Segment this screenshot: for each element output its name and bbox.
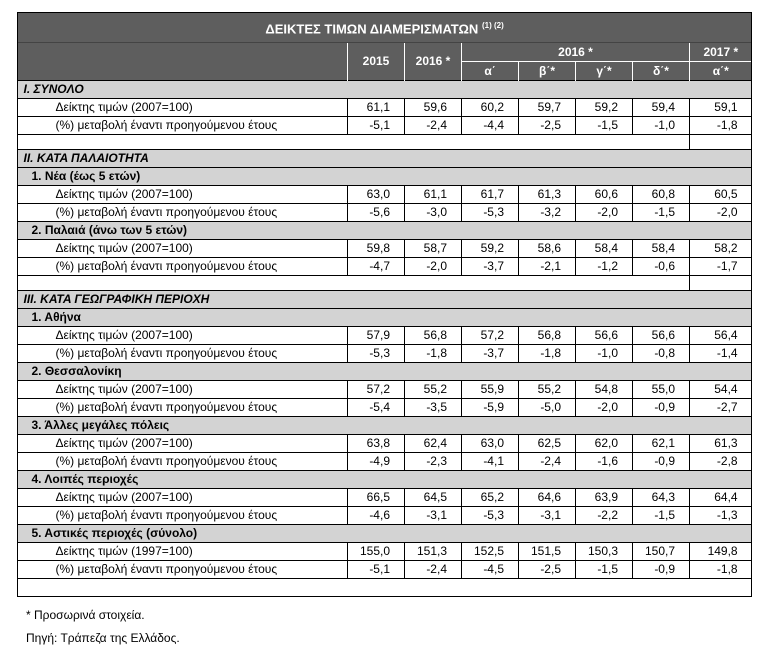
value-cell: -1,8 (690, 561, 752, 579)
value-cell: 58,4 (576, 240, 633, 258)
table-row (18, 258, 752, 276)
value-cell: -4,6 (348, 507, 405, 525)
subsection-header-row (18, 309, 752, 327)
value-cell: 56,8 (519, 327, 576, 345)
value-cell: 64,5 (405, 489, 462, 507)
value-cell: 57,9 (348, 327, 405, 345)
value-cell: -2,5 (519, 561, 576, 579)
header-q2-2016: β΄* (519, 62, 576, 81)
value-cell: -2,8 (690, 453, 752, 471)
spacer-cell (690, 276, 752, 291)
value-cell: 62,1 (633, 435, 690, 453)
header-2015: 2015 (348, 43, 405, 81)
value-cell: -4,1 (462, 453, 519, 471)
table-row (18, 381, 752, 399)
subsection-title: 5. Αστικές περιοχές (σύνολο) (18, 525, 752, 543)
table-row (18, 204, 752, 222)
row-label: Δείκτης τιμών (2007=100) (18, 186, 348, 204)
value-cell: -2,7 (690, 399, 752, 417)
value-cell: -3,7 (462, 258, 519, 276)
value-cell: 60,8 (633, 186, 690, 204)
subsection-header-row (18, 168, 752, 186)
spacer-cell (18, 135, 348, 150)
value-cell: 55,9 (462, 381, 519, 399)
value-cell: -5,1 (348, 117, 405, 135)
value-cell: -2,4 (405, 117, 462, 135)
apartment-price-index-table (17, 12, 752, 579)
value-cell: -0,8 (633, 345, 690, 363)
value-cell: 62,5 (519, 435, 576, 453)
subsection-header-row (18, 222, 752, 240)
subsection-title: 4. Λοιπές περιοχές (18, 471, 752, 489)
value-cell: -1,3 (690, 507, 752, 525)
value-cell: 66,5 (348, 489, 405, 507)
spacer-cell (18, 276, 348, 291)
table-row (18, 435, 752, 453)
value-cell: -5,4 (348, 399, 405, 417)
value-cell: 65,2 (462, 489, 519, 507)
value-cell: -1,2 (576, 258, 633, 276)
spacer-cell (519, 135, 576, 150)
value-cell: 58,6 (519, 240, 576, 258)
value-cell: -5,3 (462, 204, 519, 222)
value-cell: -1,6 (576, 453, 633, 471)
value-cell: -4,9 (348, 453, 405, 471)
header-q1-2017: α΄* (690, 62, 752, 81)
value-cell: 55,2 (405, 381, 462, 399)
spacer-cell (576, 135, 633, 150)
value-cell: 59,2 (462, 240, 519, 258)
value-cell: -1,0 (633, 117, 690, 135)
value-cell: -1,8 (519, 345, 576, 363)
value-cell: -3,1 (405, 507, 462, 525)
table-row (18, 453, 752, 471)
value-cell: 59,2 (576, 99, 633, 117)
row-label: (%) μεταβολή έναντι προηγούμενου έτους (18, 117, 348, 135)
value-cell: -3,5 (405, 399, 462, 417)
table-title-footnote-ref: (1) (2) (481, 21, 504, 31)
table-row (18, 117, 752, 135)
row-label: (%) μεταβολή έναντι προηγούμενου έτους (18, 204, 348, 222)
price-index-table-container (17, 12, 751, 579)
value-cell: 62,0 (576, 435, 633, 453)
subsection-title: 1. Νέα (έως 5 ετών) (18, 168, 752, 186)
value-cell: -4,7 (348, 258, 405, 276)
row-label: Δείκτης τιμών (2007=100) (18, 99, 348, 117)
spacer-cell (462, 135, 519, 150)
table-row (18, 543, 752, 561)
value-cell: 63,9 (576, 489, 633, 507)
value-cell: -0,6 (633, 258, 690, 276)
spacer-cell (633, 135, 690, 150)
value-cell: 56,4 (690, 327, 752, 345)
value-cell: 56,8 (405, 327, 462, 345)
header-q4-2016: δ΄* (633, 62, 690, 81)
value-cell: 155,0 (348, 543, 405, 561)
value-cell: -5,1 (348, 561, 405, 579)
subsection-title: 1. Αθήνα (18, 309, 752, 327)
value-cell: 55,0 (633, 381, 690, 399)
value-cell: -2,0 (576, 399, 633, 417)
value-cell: -4,4 (462, 117, 519, 135)
value-cell: 56,6 (576, 327, 633, 345)
section-header-row (18, 81, 752, 99)
value-cell: -2,0 (690, 204, 752, 222)
subsection-header-row (18, 525, 752, 543)
section-title: Ι. ΣΥΝΟΛΟ (18, 81, 752, 99)
value-cell: -4,5 (462, 561, 519, 579)
subsection-header-row (18, 363, 752, 381)
spacer-cell (633, 276, 690, 291)
value-cell: -0,9 (633, 453, 690, 471)
value-cell: 60,6 (576, 186, 633, 204)
row-label: Δείκτης τιμών (1997=100) (18, 543, 348, 561)
value-cell: 61,1 (405, 186, 462, 204)
value-cell: 64,3 (633, 489, 690, 507)
value-cell: 62,4 (405, 435, 462, 453)
spacer-row (18, 135, 752, 150)
row-label: Δείκτης τιμών (2007=100) (18, 240, 348, 258)
value-cell: 150,3 (576, 543, 633, 561)
table-row (18, 399, 752, 417)
value-cell: 61,3 (519, 186, 576, 204)
value-cell: 64,6 (519, 489, 576, 507)
table-row (18, 186, 752, 204)
value-cell: 56,6 (633, 327, 690, 345)
value-cell: 58,7 (405, 240, 462, 258)
value-cell: 60,2 (462, 99, 519, 117)
value-cell: 63,0 (348, 186, 405, 204)
header-2017-group: 2017 * (690, 43, 752, 62)
header-2016: 2016 * (405, 43, 462, 81)
table-notes (26, 608, 180, 654)
row-label: (%) μεταβολή έναντι προηγούμενου έτους (18, 453, 348, 471)
value-cell: -2,4 (405, 561, 462, 579)
value-cell: -1,8 (690, 117, 752, 135)
header-2016-quarters-group: 2016 * (462, 43, 690, 62)
row-label: Δείκτης τιμών (2007=100) (18, 435, 348, 453)
source-note: Πηγή: Τράπεζα της Ελλάδος. (26, 631, 180, 645)
row-label: (%) μεταβολή έναντι προηγούμενου έτους (18, 507, 348, 525)
value-cell: 58,4 (633, 240, 690, 258)
table-row (18, 489, 752, 507)
spacer-cell (348, 135, 405, 150)
value-cell: -2,0 (405, 258, 462, 276)
value-cell: -3,7 (462, 345, 519, 363)
value-cell: -3,0 (405, 204, 462, 222)
table-row (18, 240, 752, 258)
value-cell: -5,3 (348, 345, 405, 363)
section-header-row (18, 150, 752, 168)
row-label: (%) μεταβολή έναντι προηγούμενου έτους (18, 345, 348, 363)
value-cell: -2,0 (576, 204, 633, 222)
value-cell: 152,5 (462, 543, 519, 561)
value-cell: 54,4 (690, 381, 752, 399)
header-q3-2016: γ΄* (576, 62, 633, 81)
value-cell: 59,6 (405, 99, 462, 117)
subsection-header-row (18, 471, 752, 489)
header-row-1 (18, 43, 752, 62)
value-cell: 59,1 (690, 99, 752, 117)
value-cell: -1,5 (576, 561, 633, 579)
value-cell: -2,4 (519, 453, 576, 471)
header-label-blank (18, 43, 348, 81)
row-label: Δείκτης τιμών (2007=100) (18, 489, 348, 507)
spacer-cell (405, 276, 462, 291)
spacer-cell (690, 135, 752, 150)
value-cell: -5,9 (462, 399, 519, 417)
value-cell: -1,8 (405, 345, 462, 363)
value-cell: 57,2 (348, 381, 405, 399)
provisional-note: * Προσωρινά στοιχεία. (26, 608, 145, 622)
spacer-cell (348, 276, 405, 291)
value-cell: 61,7 (462, 186, 519, 204)
row-label: Δείκτης τιμών (2007=100) (18, 327, 348, 345)
header-q1-2016: α΄ (462, 62, 519, 81)
value-cell: -3,1 (519, 507, 576, 525)
section-title: ΙΙ. ΚΑΤΑ ΠΑΛΑΙΟΤΗΤΑ (18, 150, 752, 168)
value-cell: -1,0 (576, 345, 633, 363)
value-cell: 59,8 (348, 240, 405, 258)
value-cell: 63,0 (462, 435, 519, 453)
row-label: (%) μεταβολή έναντι προηγούμενου έτους (18, 561, 348, 579)
row-label: (%) μεταβολή έναντι προηγούμενου έτους (18, 399, 348, 417)
spacer-row (18, 276, 752, 291)
value-cell: -2,2 (576, 507, 633, 525)
subsection-title: 2. Θεσσαλονίκη (18, 363, 752, 381)
value-cell: 64,4 (690, 489, 752, 507)
value-cell: 63,8 (348, 435, 405, 453)
row-label: Δείκτης τιμών (2007=100) (18, 381, 348, 399)
value-cell: -5,0 (519, 399, 576, 417)
table-title-row (18, 13, 752, 43)
value-cell: -2,1 (519, 258, 576, 276)
value-cell: -1,5 (633, 204, 690, 222)
value-cell: -5,6 (348, 204, 405, 222)
section-title: ΙΙΙ. ΚΑΤΑ ΓΕΩΓΡΑΦΙΚΗ ΠΕΡΙΟΧΗ (18, 291, 752, 309)
value-cell: 54,8 (576, 381, 633, 399)
value-cell: -2,5 (519, 117, 576, 135)
spacer-cell (576, 276, 633, 291)
value-cell: -2,3 (405, 453, 462, 471)
section-header-row (18, 291, 752, 309)
value-cell: 60,5 (690, 186, 752, 204)
value-cell: -1,7 (690, 258, 752, 276)
table-row (18, 345, 752, 363)
table-row (18, 99, 752, 117)
value-cell: -0,9 (633, 399, 690, 417)
subsection-title: 2. Παλαιά (άνω των 5 ετών) (18, 222, 752, 240)
subsection-header-row (18, 417, 752, 435)
spacer-cell (519, 276, 576, 291)
value-cell: -0,9 (633, 561, 690, 579)
value-cell: 151,3 (405, 543, 462, 561)
table-row (18, 327, 752, 345)
value-cell: 61,3 (690, 435, 752, 453)
value-cell: -1,4 (690, 345, 752, 363)
row-label: (%) μεταβολή έναντι προηγούμενου έτους (18, 258, 348, 276)
value-cell: 57,2 (462, 327, 519, 345)
value-cell: 59,4 (633, 99, 690, 117)
value-cell: 58,2 (690, 240, 752, 258)
table-title (18, 13, 752, 43)
value-cell: -3,2 (519, 204, 576, 222)
table-title-text: ΔΕΙΚΤΕΣ ΤΙΜΩΝ ΔΙΑΜΕΡΙΣΜΑΤΩΝ (265, 21, 479, 37)
table-row (18, 561, 752, 579)
table-row (18, 507, 752, 525)
value-cell: 149,8 (690, 543, 752, 561)
value-cell: 59,7 (519, 99, 576, 117)
value-cell: 151,5 (519, 543, 576, 561)
spacer-cell (405, 135, 462, 150)
value-cell: -5,3 (462, 507, 519, 525)
value-cell: 55,2 (519, 381, 576, 399)
value-cell: -1,5 (576, 117, 633, 135)
value-cell: 150,7 (633, 543, 690, 561)
spacer-cell (462, 276, 519, 291)
subsection-title: 3. Άλλες μεγάλες πόλεις (18, 417, 752, 435)
value-cell: -1,5 (633, 507, 690, 525)
value-cell: 61,1 (348, 99, 405, 117)
